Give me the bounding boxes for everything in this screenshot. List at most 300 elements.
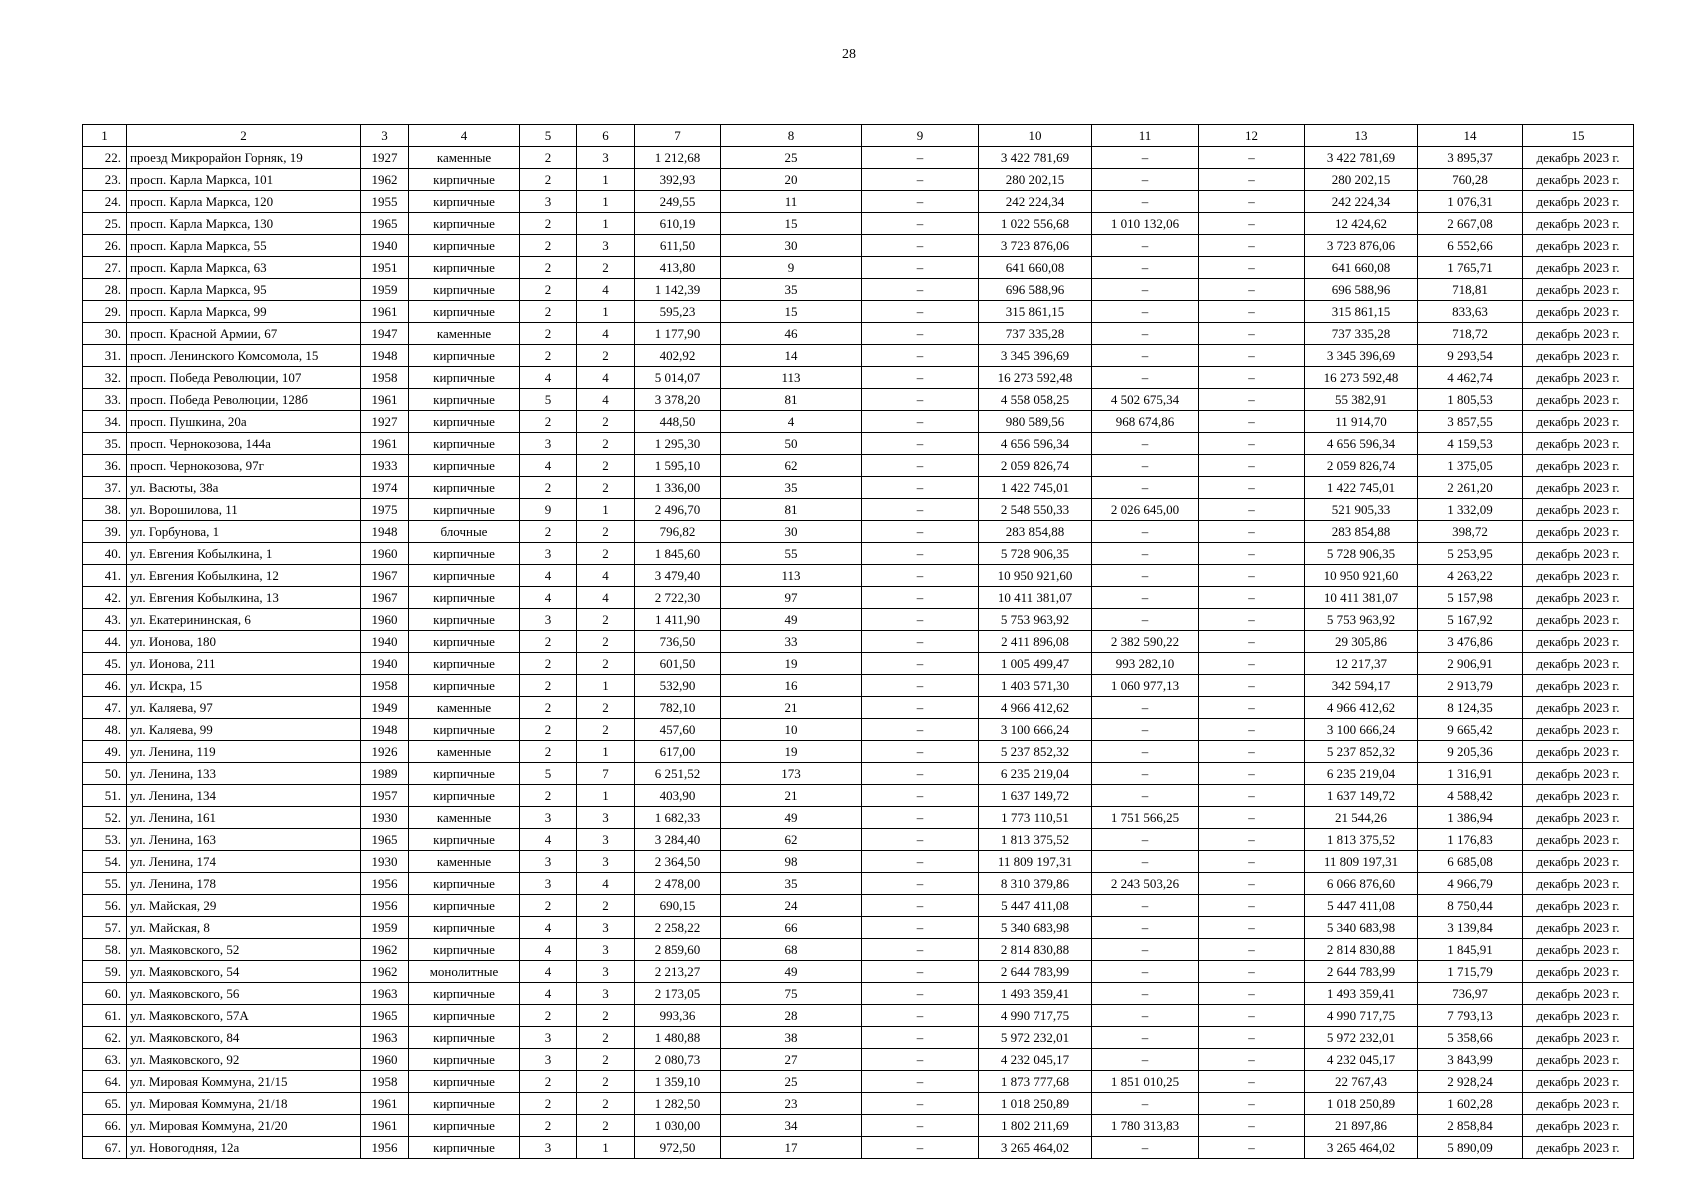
table-cell: ул. Мировая Коммуна, 21/15: [127, 1071, 361, 1093]
table-cell: 972,50: [635, 1137, 721, 1159]
table-cell: 1949: [361, 697, 409, 719]
table-cell: 24: [721, 895, 862, 917]
table-row: [83, 697, 1634, 719]
table-cell: кирпичные: [409, 939, 520, 961]
table-cell: 2: [577, 631, 635, 653]
table-cell: –: [1199, 499, 1305, 521]
table-cell: 9: [721, 257, 862, 279]
table-cell: 1948: [361, 521, 409, 543]
table-cell: –: [1199, 191, 1305, 213]
table-cell: –: [862, 1049, 979, 1071]
table-cell: 10 950 921,60: [1305, 565, 1418, 587]
table-cell: кирпичные: [409, 389, 520, 411]
table-cell: 113: [721, 565, 862, 587]
table-row: [83, 587, 1634, 609]
table-cell: 2 913,79: [1418, 675, 1523, 697]
table-cell: 1 493 359,41: [1305, 983, 1418, 1005]
table-cell: 2 364,50: [635, 851, 721, 873]
table-cell: 2 411 896,08: [979, 631, 1092, 653]
table-cell: просп. Карла Маркса, 63: [127, 257, 361, 279]
table-cell: 1956: [361, 1137, 409, 1159]
table-cell: 1958: [361, 1071, 409, 1093]
table-cell: –: [862, 257, 979, 279]
table-cell: –: [1199, 1137, 1305, 1159]
table-cell: 52.: [83, 807, 127, 829]
table-cell: ул. Ленина, 161: [127, 807, 361, 829]
table-cell: декабрь 2023 г.: [1523, 213, 1634, 235]
table-cell: 3: [577, 807, 635, 829]
table-cell: 1 773 110,51: [979, 807, 1092, 829]
column-header: 5: [520, 125, 577, 147]
table-cell: 1963: [361, 983, 409, 1005]
table-cell: 2: [520, 1071, 577, 1093]
table-cell: 2 382 590,22: [1092, 631, 1199, 653]
table-cell: –: [1199, 169, 1305, 191]
table-cell: просп. Пушкина, 20а: [127, 411, 361, 433]
table-cell: –: [862, 1005, 979, 1027]
table-cell: ул. Ионова, 180: [127, 631, 361, 653]
table-cell: 1 480,88: [635, 1027, 721, 1049]
table-cell: 47.: [83, 697, 127, 719]
table-cell: декабрь 2023 г.: [1523, 191, 1634, 213]
table-cell: кирпичные: [409, 609, 520, 631]
table-cell: 3 345 396,69: [1305, 345, 1418, 367]
table-cell: 5 447 411,08: [1305, 895, 1418, 917]
table-cell: декабрь 2023 г.: [1523, 697, 1634, 719]
table-cell: 1: [577, 169, 635, 191]
table-row: [83, 477, 1634, 499]
table-cell: 3: [520, 1027, 577, 1049]
table-cell: декабрь 2023 г.: [1523, 411, 1634, 433]
table-cell: –: [1199, 147, 1305, 169]
table-cell: 14: [721, 345, 862, 367]
table-cell: –: [1199, 345, 1305, 367]
table-cell: 6 235 219,04: [1305, 763, 1418, 785]
table-cell: декабрь 2023 г.: [1523, 741, 1634, 763]
table-cell: 1 851 010,25: [1092, 1071, 1199, 1093]
table-cell: кирпичные: [409, 1137, 520, 1159]
table-cell: –: [1199, 257, 1305, 279]
table-cell: 3: [577, 147, 635, 169]
table-cell: 1 751 566,25: [1092, 807, 1199, 829]
table-cell: кирпичные: [409, 235, 520, 257]
table-cell: 35.: [83, 433, 127, 455]
table-cell: 736,97: [1418, 983, 1523, 1005]
table-cell: –: [1199, 653, 1305, 675]
table-row: [83, 169, 1634, 191]
table-cell: кирпичные: [409, 983, 520, 1005]
table-cell: 1 780 313,83: [1092, 1115, 1199, 1137]
table-cell: 1 030,00: [635, 1115, 721, 1137]
table-cell: 1965: [361, 1005, 409, 1027]
table-cell: 3 895,37: [1418, 147, 1523, 169]
table-cell: –: [1199, 477, 1305, 499]
table-cell: –: [1199, 301, 1305, 323]
table-cell: 2: [577, 543, 635, 565]
table-cell: 22 767,43: [1305, 1071, 1418, 1093]
table-cell: 1963: [361, 1027, 409, 1049]
table-cell: 315 861,15: [1305, 301, 1418, 323]
table-cell: декабрь 2023 г.: [1523, 587, 1634, 609]
table-cell: 29.: [83, 301, 127, 323]
table-cell: 68: [721, 939, 862, 961]
table-cell: 2 026 645,00: [1092, 499, 1199, 521]
table-cell: –: [1092, 521, 1199, 543]
column-header: 11: [1092, 125, 1199, 147]
table-cell: 595,23: [635, 301, 721, 323]
table-cell: декабрь 2023 г.: [1523, 499, 1634, 521]
table-cell: –: [1092, 961, 1199, 983]
table-cell: 4 656 596,34: [1305, 433, 1418, 455]
table-cell: 51.: [83, 785, 127, 807]
table-cell: декабрь 2023 г.: [1523, 829, 1634, 851]
table-cell: 53.: [83, 829, 127, 851]
table-cell: –: [862, 323, 979, 345]
table-cell: ул. Маяковского, 84: [127, 1027, 361, 1049]
table-cell: –: [862, 279, 979, 301]
table-cell: 2: [520, 785, 577, 807]
table-cell: 1 715,79: [1418, 961, 1523, 983]
table-cell: –: [862, 697, 979, 719]
table-cell: декабрь 2023 г.: [1523, 367, 1634, 389]
table-cell: –: [1199, 587, 1305, 609]
table-cell: –: [1199, 235, 1305, 257]
table-cell: 46: [721, 323, 862, 345]
table-cell: 2: [577, 433, 635, 455]
table-cell: 2 478,00: [635, 873, 721, 895]
table-cell: 2: [520, 631, 577, 653]
table-cell: 796,82: [635, 521, 721, 543]
table-cell: 1: [577, 675, 635, 697]
table-cell: 5 167,92: [1418, 609, 1523, 631]
table-cell: 4: [577, 323, 635, 345]
table-cell: декабрь 2023 г.: [1523, 851, 1634, 873]
table-cell: кирпичные: [409, 785, 520, 807]
column-header: 6: [577, 125, 635, 147]
table-row: [83, 389, 1634, 411]
table-cell: 2: [577, 1093, 635, 1115]
table-cell: 2 059 826,74: [1305, 455, 1418, 477]
table-cell: 1 142,39: [635, 279, 721, 301]
table-cell: 1 813 375,52: [979, 829, 1092, 851]
table-row: [83, 917, 1634, 939]
table-cell: 9: [520, 499, 577, 521]
column-header: 10: [979, 125, 1092, 147]
table-cell: –: [862, 389, 979, 411]
table-cell: –: [862, 213, 979, 235]
table-cell: 980 589,56: [979, 411, 1092, 433]
table-cell: 4 656 596,34: [979, 433, 1092, 455]
table-cell: декабрь 2023 г.: [1523, 719, 1634, 741]
table-cell: 1 637 149,72: [979, 785, 1092, 807]
table-cell: декабрь 2023 г.: [1523, 895, 1634, 917]
table-cell: 54.: [83, 851, 127, 873]
table-cell: 113: [721, 367, 862, 389]
table-cell: 4: [520, 367, 577, 389]
table-cell: 283 854,88: [1305, 521, 1418, 543]
table-cell: 33: [721, 631, 862, 653]
table-cell: декабрь 2023 г.: [1523, 939, 1634, 961]
table-cell: 1940: [361, 631, 409, 653]
table-cell: 3: [577, 917, 635, 939]
table-cell: 5 972 232,01: [1305, 1027, 1418, 1049]
table-cell: –: [1199, 961, 1305, 983]
table-row: [83, 1027, 1634, 1049]
table-cell: –: [862, 609, 979, 631]
table-cell: ул. Майская, 29: [127, 895, 361, 917]
table-cell: 1 018 250,89: [1305, 1093, 1418, 1115]
table-cell: 50: [721, 433, 862, 455]
table-cell: 49: [721, 609, 862, 631]
table-cell: 62: [721, 829, 862, 851]
table-cell: 25.: [83, 213, 127, 235]
table-cell: –: [1199, 829, 1305, 851]
table-cell: декабрь 2023 г.: [1523, 1093, 1634, 1115]
table-cell: декабрь 2023 г.: [1523, 565, 1634, 587]
table-cell: –: [862, 367, 979, 389]
table-cell: –: [1199, 763, 1305, 785]
table-cell: 1974: [361, 477, 409, 499]
table-cell: декабрь 2023 г.: [1523, 169, 1634, 191]
table-row: [83, 653, 1634, 675]
table-cell: –: [1199, 279, 1305, 301]
table-cell: 1956: [361, 895, 409, 917]
table-cell: ул. Ленина, 133: [127, 763, 361, 785]
table-cell: 4: [520, 961, 577, 983]
page-number: 28: [842, 47, 856, 62]
table-cell: –: [1199, 1005, 1305, 1027]
table-cell: 5 972 232,01: [979, 1027, 1092, 1049]
table-row: [83, 1115, 1634, 1137]
table-cell: –: [1092, 323, 1199, 345]
table-cell: 26.: [83, 235, 127, 257]
table-cell: 1960: [361, 609, 409, 631]
table-cell: декабрь 2023 г.: [1523, 323, 1634, 345]
table-cell: 75: [721, 983, 862, 1005]
table-cell: каменные: [409, 807, 520, 829]
table-cell: 1 765,71: [1418, 257, 1523, 279]
table-cell: 2: [520, 1093, 577, 1115]
table-cell: просп. Карла Маркса, 95: [127, 279, 361, 301]
table-cell: 41.: [83, 565, 127, 587]
table-cell: 3 479,40: [635, 565, 721, 587]
table-cell: 1975: [361, 499, 409, 521]
table-cell: 457,60: [635, 719, 721, 741]
table-cell: просп. Чернокозова, 144а: [127, 433, 361, 455]
table-cell: –: [1092, 917, 1199, 939]
table-cell: 1 493 359,41: [979, 983, 1092, 1005]
table-cell: 968 674,86: [1092, 411, 1199, 433]
table-cell: 1965: [361, 829, 409, 851]
table-cell: –: [1199, 389, 1305, 411]
table-cell: 5 890,09: [1418, 1137, 1523, 1159]
table-body: [83, 147, 1634, 1159]
table-cell: –: [1199, 609, 1305, 631]
column-header: 7: [635, 125, 721, 147]
table-cell: ул. Ленина, 134: [127, 785, 361, 807]
table-cell: 2 928,24: [1418, 1071, 1523, 1093]
table-cell: 21 897,86: [1305, 1115, 1418, 1137]
table-cell: –: [1092, 741, 1199, 763]
table-cell: 4 966 412,62: [979, 697, 1092, 719]
table-cell: просп. Карла Маркса, 55: [127, 235, 361, 257]
table-cell: декабрь 2023 г.: [1523, 433, 1634, 455]
table-cell: 173: [721, 763, 862, 785]
table-cell: блочные: [409, 521, 520, 543]
table-cell: 1959: [361, 279, 409, 301]
table-cell: –: [1092, 983, 1199, 1005]
table-cell: 3 476,86: [1418, 631, 1523, 653]
table-cell: 2 906,91: [1418, 653, 1523, 675]
table-cell: 2 722,30: [635, 587, 721, 609]
table-cell: 2: [520, 279, 577, 301]
table-cell: декабрь 2023 г.: [1523, 279, 1634, 301]
table-cell: 696 588,96: [1305, 279, 1418, 301]
table-cell: 4 232 045,17: [1305, 1049, 1418, 1071]
table-cell: декабрь 2023 г.: [1523, 1071, 1634, 1093]
table-cell: декабрь 2023 г.: [1523, 389, 1634, 411]
table-cell: 4 966 412,62: [1305, 697, 1418, 719]
table-cell: 3 139,84: [1418, 917, 1523, 939]
table-cell: 1 295,30: [635, 433, 721, 455]
table-cell: 25: [721, 1071, 862, 1093]
table-cell: 16 273 592,48: [1305, 367, 1418, 389]
table-cell: 30: [721, 521, 862, 543]
table-cell: 1 386,94: [1418, 807, 1523, 829]
table-cell: –: [1199, 543, 1305, 565]
table-row: [83, 807, 1634, 829]
table-cell: 690,15: [635, 895, 721, 917]
table-cell: –: [1199, 367, 1305, 389]
table-cell: ул. Маяковского, 56: [127, 983, 361, 1005]
table-cell: 21 544,26: [1305, 807, 1418, 829]
table-cell: 2: [520, 675, 577, 697]
table-cell: 2: [520, 1115, 577, 1137]
table-cell: 1 177,90: [635, 323, 721, 345]
table-cell: 21: [721, 785, 862, 807]
table-cell: –: [1092, 191, 1199, 213]
table-cell: кирпичные: [409, 873, 520, 895]
table-cell: 5 237 852,32: [1305, 741, 1418, 763]
column-header: 3: [361, 125, 409, 147]
table-cell: 3: [520, 543, 577, 565]
table-cell: ул. Васюты, 38а: [127, 477, 361, 499]
table-cell: 1 682,33: [635, 807, 721, 829]
table-cell: 2: [577, 719, 635, 741]
table-cell: –: [1199, 917, 1305, 939]
table-cell: 1927: [361, 147, 409, 169]
table-cell: 81: [721, 499, 862, 521]
table-cell: кирпичные: [409, 257, 520, 279]
table-cell: 2 814 830,88: [1305, 939, 1418, 961]
table-cell: 2: [577, 653, 635, 675]
table-cell: ул. Искра, 15: [127, 675, 361, 697]
table-cell: 4 990 717,75: [979, 1005, 1092, 1027]
table-cell: кирпичные: [409, 301, 520, 323]
table-cell: 413,80: [635, 257, 721, 279]
table-cell: ул. Горбунова, 1: [127, 521, 361, 543]
table-row: [83, 411, 1634, 433]
column-header: 12: [1199, 125, 1305, 147]
table-cell: 23: [721, 1093, 862, 1115]
table-cell: 10 411 381,07: [1305, 587, 1418, 609]
table-cell: –: [862, 345, 979, 367]
table-cell: 4 232 045,17: [979, 1049, 1092, 1071]
table-cell: кирпичные: [409, 1115, 520, 1137]
table-cell: 1930: [361, 807, 409, 829]
table-cell: кирпичные: [409, 191, 520, 213]
table-cell: 1 336,00: [635, 477, 721, 499]
table-row: [83, 367, 1634, 389]
table-cell: 1 282,50: [635, 1093, 721, 1115]
table-cell: просп. Красной Армии, 67: [127, 323, 361, 345]
table-row: [83, 1005, 1634, 1027]
table-cell: 1961: [361, 389, 409, 411]
table-cell: 5 253,95: [1418, 543, 1523, 565]
table-cell: декабрь 2023 г.: [1523, 1027, 1634, 1049]
table-cell: –: [1199, 1071, 1305, 1093]
table-cell: 3: [520, 1137, 577, 1159]
table-cell: 62.: [83, 1027, 127, 1049]
table-cell: –: [1092, 763, 1199, 785]
column-header: 1: [83, 125, 127, 147]
table-cell: –: [1092, 1093, 1199, 1115]
table-row: [83, 345, 1634, 367]
table-cell: декабрь 2023 г.: [1523, 807, 1634, 829]
table-cell: 2: [577, 609, 635, 631]
table-cell: 392,93: [635, 169, 721, 191]
table-cell: –: [862, 587, 979, 609]
table-cell: ул. Ленина, 174: [127, 851, 361, 873]
table-cell: –: [1199, 323, 1305, 345]
table-cell: –: [862, 1027, 979, 1049]
table-cell: 249,55: [635, 191, 721, 213]
table-cell: 31.: [83, 345, 127, 367]
table-row: [83, 939, 1634, 961]
table-cell: 1 805,53: [1418, 389, 1523, 411]
table-cell: декабрь 2023 г.: [1523, 235, 1634, 257]
table-cell: 4 558 058,25: [979, 389, 1092, 411]
table-cell: 1 802 211,69: [979, 1115, 1092, 1137]
table-cell: –: [1092, 851, 1199, 873]
table-cell: 1958: [361, 675, 409, 697]
table-cell: 3 345 396,69: [979, 345, 1092, 367]
table-cell: 1 813 375,52: [1305, 829, 1418, 851]
table-cell: декабрь 2023 г.: [1523, 653, 1634, 675]
table-cell: –: [1199, 675, 1305, 697]
table-cell: 4: [520, 455, 577, 477]
table-cell: 2: [577, 697, 635, 719]
table-cell: декабрь 2023 г.: [1523, 301, 1634, 323]
table-cell: 58.: [83, 939, 127, 961]
table-cell: 4: [577, 279, 635, 301]
table-cell: 2: [520, 213, 577, 235]
table-cell: просп. Чернокозова, 97г: [127, 455, 361, 477]
table-cell: ул. Евгения Кобылкина, 1: [127, 543, 361, 565]
table-cell: 1 076,31: [1418, 191, 1523, 213]
table-cell: 2: [520, 235, 577, 257]
table-cell: кирпичные: [409, 829, 520, 851]
table-cell: 2: [577, 345, 635, 367]
table-cell: 833,63: [1418, 301, 1523, 323]
table-cell: –: [862, 411, 979, 433]
table-cell: –: [1092, 543, 1199, 565]
table-cell: –: [1092, 1049, 1199, 1071]
table-cell: 242 224,34: [1305, 191, 1418, 213]
table-cell: –: [1199, 455, 1305, 477]
table-cell: –: [1092, 279, 1199, 301]
table-cell: –: [1092, 785, 1199, 807]
